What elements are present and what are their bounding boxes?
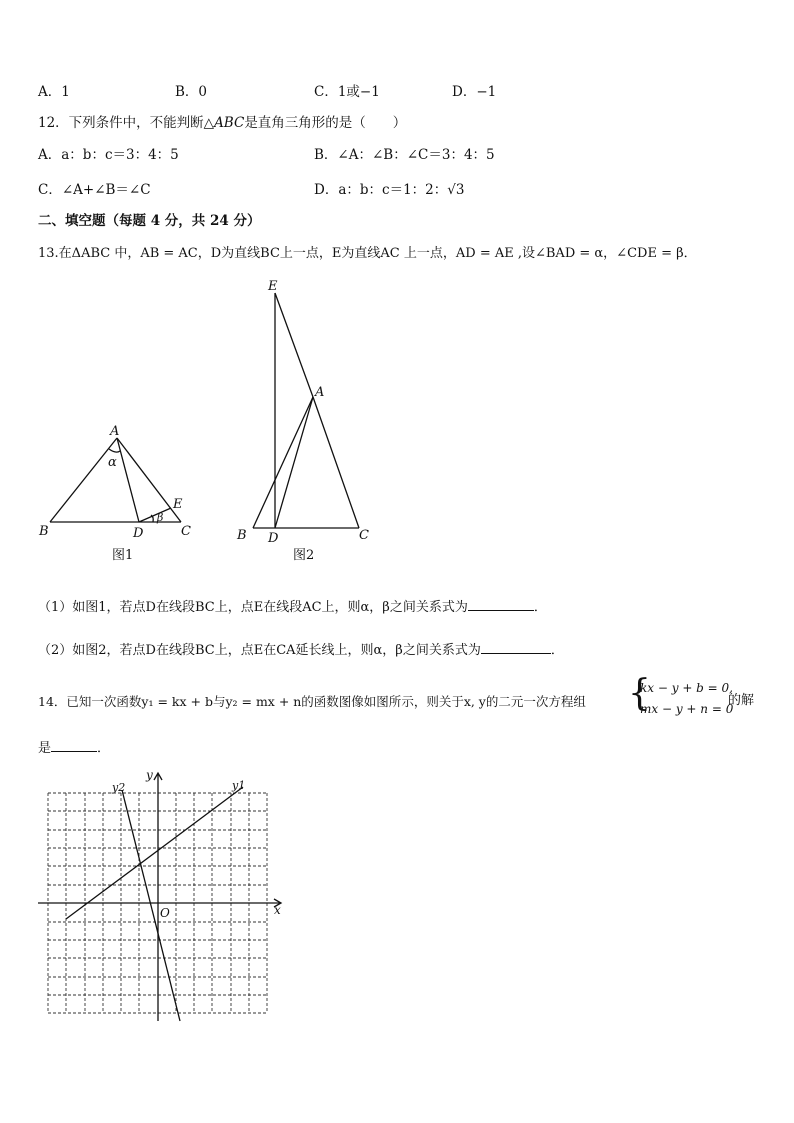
fig2-label-b: B bbox=[237, 528, 247, 543]
q12-option-d-text: D．a：b：c＝1：2： bbox=[314, 182, 448, 198]
q14-system-brace: { bbox=[628, 673, 651, 714]
fig1-label-alpha: α bbox=[108, 455, 117, 470]
line-y1-label: y1 bbox=[232, 779, 246, 792]
q12-option-c: C．∠A+∠B＝∠C bbox=[38, 182, 151, 198]
q11-option-b: B．0 bbox=[175, 84, 208, 100]
fig2-label-c: C bbox=[359, 528, 369, 543]
fig2-label-e: E bbox=[268, 279, 278, 294]
fig2-label-a: A bbox=[315, 385, 325, 400]
q14-eq-2: mx − y + n = 0 bbox=[640, 702, 734, 716]
line-y2 bbox=[122, 790, 180, 1021]
q11-option-a: A．1 bbox=[38, 84, 70, 100]
q14-suffix: 的解 bbox=[728, 693, 755, 708]
fig1-label-d: D bbox=[133, 526, 144, 541]
q12-option-a: A．a：b：c＝3：4：5 bbox=[38, 147, 179, 163]
section-title: 二、填空题（每题 4 分，共 24 分） bbox=[38, 213, 261, 229]
q11-option-c: C．1或−1 bbox=[314, 84, 380, 100]
x-axis-label: x bbox=[274, 903, 281, 917]
fig1-label-e: E bbox=[173, 497, 183, 512]
fig1-caption: 图1 bbox=[112, 548, 134, 563]
q14-answer-prefix: 是 bbox=[38, 741, 52, 756]
q12-option-b: B．∠A：∠B：∠C＝3：4：5 bbox=[314, 147, 495, 163]
q12-prefix: 12．下列条件中，不能判断△ bbox=[38, 115, 215, 131]
q11-option-d: D．−1 bbox=[452, 84, 497, 100]
q14-answer-end: ． bbox=[97, 741, 111, 756]
q12-option-d-sqrt: √3 bbox=[447, 182, 465, 198]
q13-part-1-text: （1）如图1，若点D在线段BC上，点E在线段AC上，则α，β之间关系式为 bbox=[38, 600, 468, 615]
fig2-caption: 图2 bbox=[293, 548, 315, 563]
q13-part-1-end: ． bbox=[533, 600, 547, 615]
fig2-label-d: D bbox=[268, 531, 279, 546]
fig1-label-c: C bbox=[181, 524, 191, 539]
q14-eq-1: kx − y + b = 0, bbox=[640, 681, 733, 695]
fig1-label-b: B bbox=[39, 524, 49, 539]
line-y1 bbox=[66, 787, 243, 919]
q12-triangle: ABC bbox=[214, 115, 245, 131]
q14-stem: 14．已知一次函数y₁ = kx + b与y₂ = mx + n的函数图像如图所示，则关于x, y的二元一次方程组 bbox=[38, 694, 586, 709]
fig1-label-beta: β bbox=[157, 511, 164, 524]
fig1-label-a: A bbox=[110, 424, 120, 439]
y-axis-label: y bbox=[146, 768, 153, 782]
q13-stem: 13.在ΔABC 中，AB = AC，D为直线BC上一点，E为直线AC 上一点，AD = AE ,设∠BAD = α，∠CDE = β． bbox=[38, 246, 697, 261]
line-y2-label: y2 bbox=[112, 781, 126, 794]
q12-suffix: 是直角三角形的是（ ） bbox=[244, 115, 407, 131]
q13-part-2-text: （2）如图2，若点D在线段BC上，点E在CA延长线上，则α，β之间关系式为 bbox=[38, 643, 481, 658]
q13-part-2-end: ． bbox=[550, 643, 564, 658]
origin-label: O bbox=[160, 906, 170, 920]
